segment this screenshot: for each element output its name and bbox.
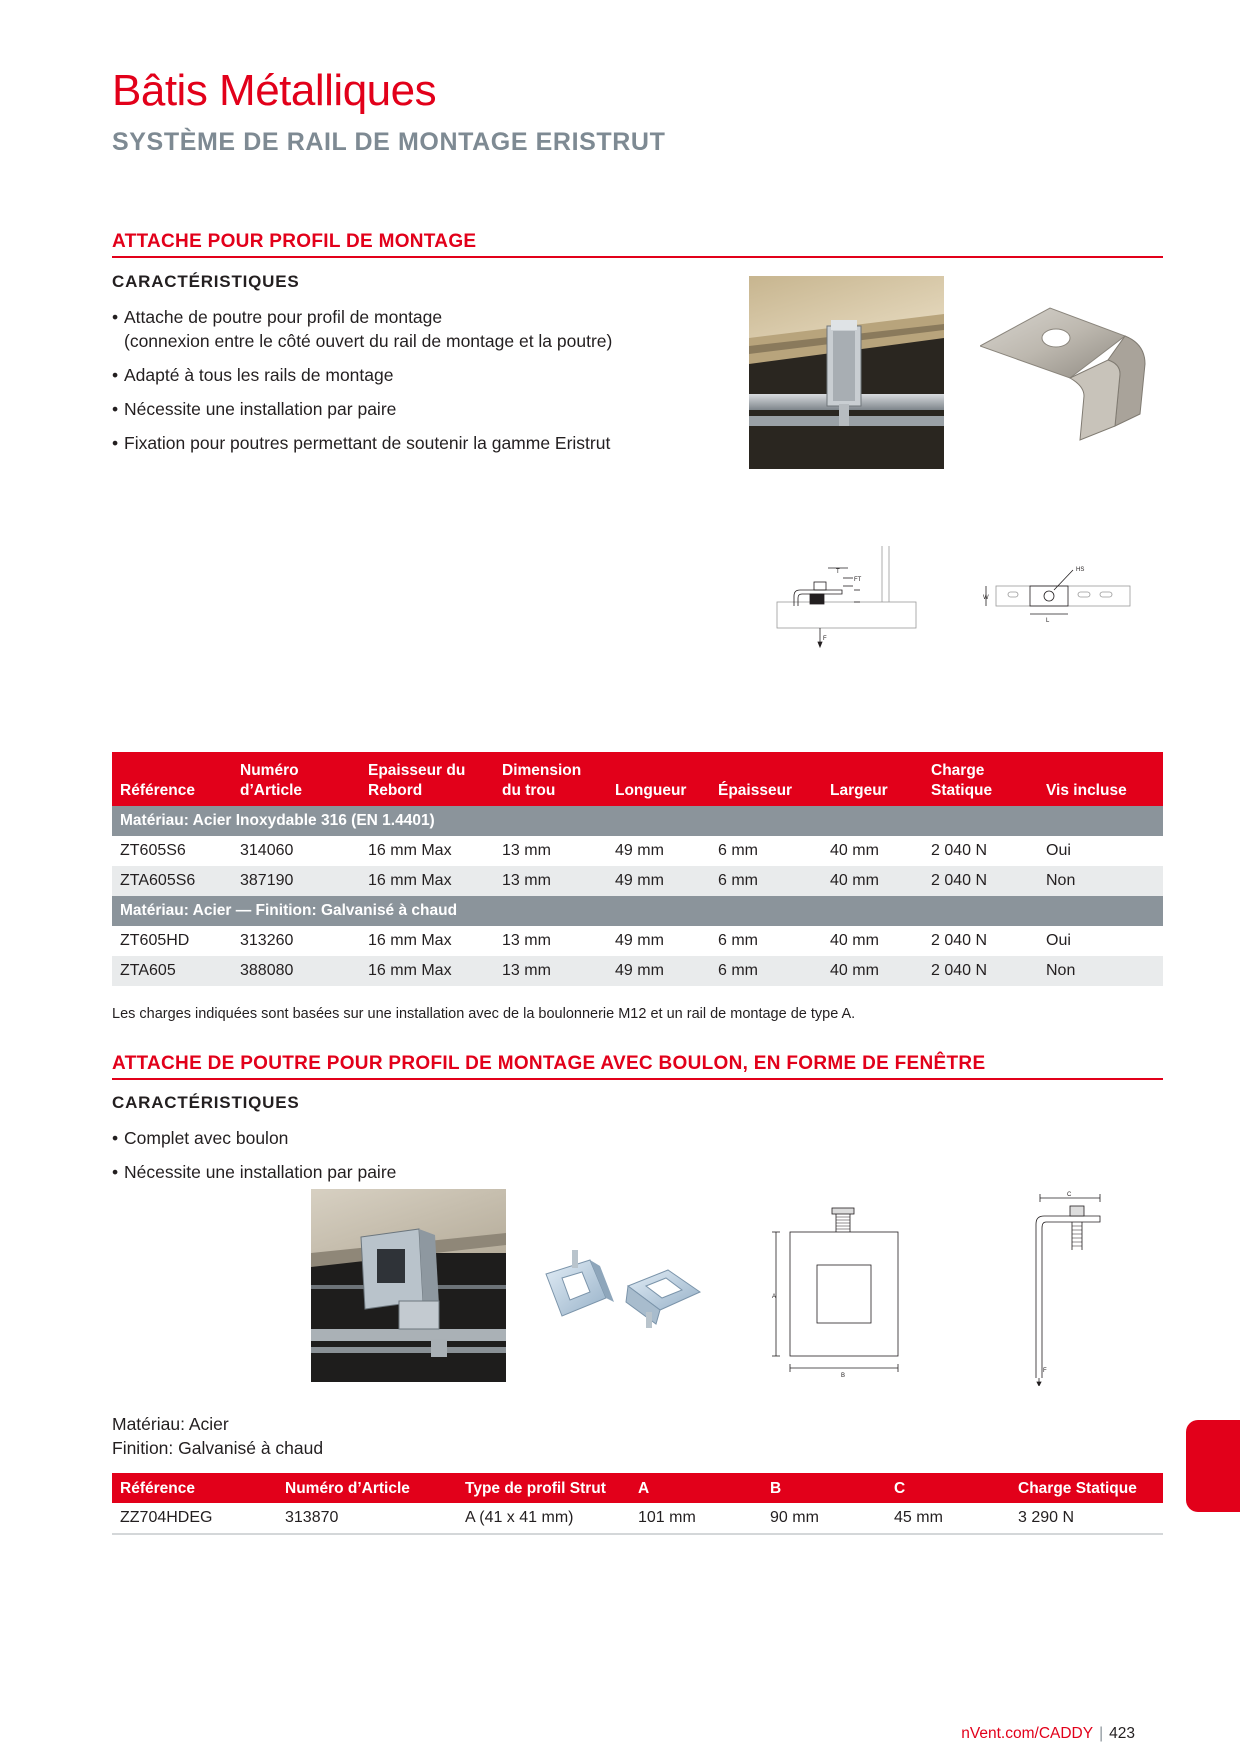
table-cell: Matériau: Acier Inoxydable 316 (EN 1.4401) — [112, 806, 1163, 836]
column-header: Dimension du trou — [494, 752, 607, 806]
table-cell: 2 040 N — [931, 842, 988, 859]
section1-feature-list — [112, 305, 752, 465]
page-title: Bâtis Métalliques — [112, 66, 437, 115]
dim-label-w: W — [983, 595, 989, 601]
section1-spec-table — [112, 752, 1163, 986]
table-cell: 2 040 N — [923, 866, 1038, 896]
table-header-row — [112, 752, 1163, 806]
table-cell: 40 mm — [830, 932, 879, 949]
column-header: Numéro d’Article — [277, 1473, 457, 1503]
installed-window-clamp-photo — [311, 1189, 506, 1382]
table-cell: 6 mm — [718, 932, 758, 949]
table-cell: 90 mm — [762, 1503, 886, 1534]
dim-label-c: C — [1067, 1192, 1072, 1198]
dim-label-hs: HS — [1076, 567, 1085, 573]
material-row — [112, 896, 1163, 926]
clamp-product-image — [980, 306, 1150, 444]
feature-text: Attache de poutre pour profil de montage — [124, 307, 443, 327]
column-header: B — [762, 1473, 886, 1503]
table-cell: 16 mm Max — [368, 842, 452, 859]
table-cell: 313870 — [277, 1503, 457, 1534]
table-cell: ZTA605 — [112, 956, 232, 986]
table-cell: 13 mm — [502, 932, 551, 949]
material-row — [112, 806, 1163, 836]
side-view-drawing-2 — [1024, 1190, 1114, 1386]
table-cell: 40 mm — [830, 842, 879, 859]
column-header: Référence — [112, 752, 232, 806]
front-view-drawing — [768, 1204, 908, 1384]
column-header: Type de profil Strut — [457, 1473, 630, 1503]
feature-item: • Nécessite une installation par paire — [112, 1160, 752, 1184]
column-header: Longueur — [607, 752, 710, 806]
dim-label-b: B — [841, 1373, 846, 1379]
table-cell: ZTA605S6 — [112, 866, 232, 896]
finish-label: Finition: Galvanisé à chaud — [112, 1438, 324, 1458]
feature-item — [112, 305, 752, 353]
table-cell: ZT605HD — [120, 932, 190, 949]
table-row — [112, 836, 1163, 866]
table-cell: 6 mm — [718, 842, 758, 859]
table-cell: 40 mm — [822, 866, 923, 896]
column-header: C — [886, 1473, 1010, 1503]
column-header: Numéro d’Article — [232, 752, 360, 806]
table-row — [112, 926, 1163, 956]
table-cell: 16 mm Max — [368, 932, 452, 949]
table-cell: Non — [1038, 866, 1163, 896]
dim-label-f: F — [823, 636, 827, 642]
table-cell: ZT605S6 — [120, 842, 186, 859]
table-row — [112, 866, 1163, 896]
table-cell: 49 mm — [607, 956, 710, 986]
table-cell: 314060 — [240, 842, 294, 859]
table-cell: 388080 — [232, 956, 360, 986]
table-row — [112, 956, 1163, 986]
top-view-drawing — [978, 562, 1138, 632]
column-header: Largeur — [822, 752, 923, 806]
table-cell: 2 040 N — [923, 956, 1038, 986]
table-cell: 6 mm — [710, 956, 822, 986]
table-cell: 49 mm — [607, 866, 710, 896]
section2-heading: ATTACHE DE POUTRE POUR PROFIL DE MONTAGE AVEC BOULON, EN FORME DE FENÊTRE — [112, 1053, 1163, 1080]
table-cell: 3 290 N — [1010, 1503, 1163, 1534]
table-cell: 49 mm — [615, 932, 664, 949]
side-view-drawing — [770, 546, 920, 650]
dim-label-f2: F — [1043, 1368, 1047, 1374]
feature-item: • Complet avec boulon — [112, 1126, 752, 1150]
material-label: Matériau: Acier — [112, 1414, 229, 1434]
chapter-tab — [1186, 1420, 1240, 1512]
table-cell: 40 mm — [822, 956, 923, 986]
table-cell: 6 mm — [710, 866, 822, 896]
dim-label-a: A — [772, 1294, 777, 1300]
footer-link[interactable]: nVent.com/CADDY — [961, 1725, 1094, 1742]
table-cell: ZZ704HDEG — [112, 1503, 277, 1534]
feature-text-cont: (connexion entre le côté ouvert du rail de montage et la poutre) — [124, 331, 613, 351]
section2-feature-list — [112, 1126, 752, 1194]
feature-item: • Nécessite une installation par paire — [112, 397, 752, 421]
table-cell: 101 mm — [630, 1503, 762, 1534]
table-cell: A (41 x 41 mm) — [457, 1503, 630, 1534]
column-header: Référence — [112, 1473, 277, 1503]
table-cell: 2 040 N — [931, 932, 988, 949]
page-subtitle: SYSTÈME DE RAIL DE MONTAGE ERISTRUT — [112, 128, 666, 156]
table-cell: Oui — [1046, 932, 1071, 949]
dim-label-t: T — [836, 569, 840, 575]
table-cell: Matériau: Acier — Finition: Galvanisé à chaud — [112, 896, 1163, 926]
window-clamp-product-image — [542, 1246, 712, 1336]
column-header: Vis incluse — [1038, 752, 1163, 806]
table-cell: 387190 — [232, 866, 360, 896]
table-cell: 45 mm — [886, 1503, 1010, 1534]
section1-heading: ATTACHE POUR PROFIL DE MONTAGE — [112, 231, 1163, 258]
section1-features-heading: CARACTÉRISTIQUES — [112, 272, 300, 291]
column-header: Charge Statique — [1010, 1473, 1163, 1503]
table-cell: 13 mm — [494, 866, 607, 896]
table-cell: 13 mm — [502, 842, 551, 859]
column-header: A — [630, 1473, 762, 1503]
dim-label-l: L — [1046, 618, 1050, 624]
load-note: Les charges indiquées sont basées sur une installation avec de la boulonnerie M12 et un rail de montage de type A. — [112, 1006, 856, 1022]
table-cell: Oui — [1046, 842, 1071, 859]
dim-label-ft: FT — [854, 577, 862, 583]
table-header-row — [112, 1473, 1163, 1503]
feature-item: • Fixation pour poutres permettant de soutenir la gamme Eristrut — [112, 431, 752, 455]
table-cell: 13 mm — [494, 956, 607, 986]
column-header: Epaisseur du Rebord — [360, 752, 494, 806]
table-cell: 49 mm — [615, 842, 664, 859]
table-cell: Non — [1038, 956, 1163, 986]
table-cell: 313260 — [240, 932, 294, 949]
page-number: 423 — [1109, 1725, 1135, 1742]
installed-clamp-photo — [749, 276, 944, 469]
section2-spec-table — [112, 1473, 1163, 1535]
footer — [961, 1725, 1135, 1743]
feature-item: • Adapté à tous les rails de montage — [112, 363, 752, 387]
footer-separator: | — [1099, 1725, 1104, 1742]
section2-features-heading: CARACTÉRISTIQUES — [112, 1093, 300, 1112]
column-header: Charge Statique — [923, 752, 1038, 806]
column-header: Épaisseur — [710, 752, 822, 806]
table-cell: 16 mm Max — [360, 866, 494, 896]
table-cell: 16 mm Max — [360, 956, 494, 986]
table-row — [112, 1503, 1163, 1534]
